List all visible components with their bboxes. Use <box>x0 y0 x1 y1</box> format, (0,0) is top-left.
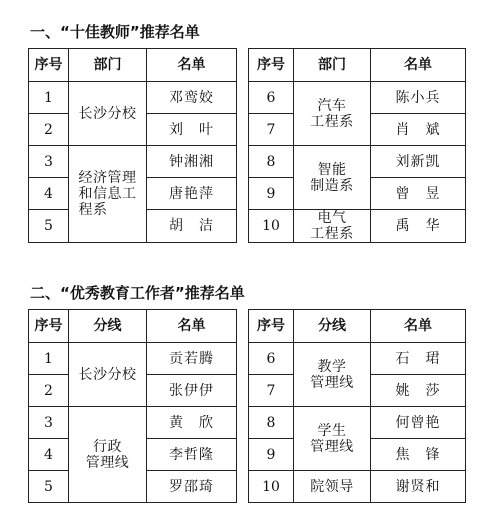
person-name: 陈小兵 <box>395 89 441 106</box>
name-cell <box>147 82 237 114</box>
person-name: 张伊伊 <box>169 382 214 399</box>
name-cell <box>371 439 466 471</box>
name-cell <box>147 471 237 503</box>
person-name: 唐艳萍 <box>169 185 214 202</box>
header-seq: 序号 <box>249 310 294 343</box>
seq-cell: 1 <box>29 82 69 114</box>
seq-cell: 4 <box>29 178 69 210</box>
person-name: 谢贤和 <box>395 478 441 495</box>
seq-cell: 2 <box>29 375 69 407</box>
seq-cell: 9 <box>249 178 294 210</box>
header-name: 名单 <box>371 49 466 82</box>
seq-cell: 2 <box>29 114 69 146</box>
seq-cell: 8 <box>249 407 294 439</box>
dept-label: 经济管理 和信息工 程系 <box>78 170 137 218</box>
name-cell <box>147 439 237 471</box>
seq-cell: 10 <box>249 471 294 503</box>
name-cell <box>147 114 237 146</box>
person-name: 黄 欣 <box>169 414 214 431</box>
person-name: 禹 华 <box>395 218 441 234</box>
person-name: 姚 莎 <box>395 382 441 399</box>
person-name: 肖 斌 <box>395 121 441 138</box>
seq-cell: 6 <box>249 343 294 375</box>
header-dept: 部门 <box>294 49 371 82</box>
person-name: 刘新凯 <box>395 153 441 170</box>
name-cell <box>371 178 466 210</box>
section-title-top-teachers: 一、“十佳教师”推荐名单 <box>30 23 200 41</box>
name-cell <box>371 210 466 243</box>
header-dept: 分线 <box>294 310 371 343</box>
name-cell <box>371 407 466 439</box>
dept-cell <box>69 407 147 503</box>
header-name: 名单 <box>371 310 466 343</box>
name-cell <box>371 375 466 407</box>
person-name: 罗邵琦 <box>169 478 214 495</box>
seq-cell: 3 <box>29 407 69 439</box>
excellent-educators-table <box>28 309 466 503</box>
name-cell <box>371 82 466 114</box>
seq-cell: 5 <box>29 210 69 243</box>
header-seq: 序号 <box>29 310 69 343</box>
seq-cell: 7 <box>249 375 294 407</box>
dept-cell <box>69 146 147 243</box>
person-name: 刘 叶 <box>169 121 214 138</box>
dept-label: 长沙分校 <box>78 366 137 383</box>
name-cell <box>371 146 466 178</box>
dept-cell <box>294 146 371 210</box>
dept-label: 行政 管理线 <box>85 438 130 471</box>
seq-cell: 4 <box>29 439 69 471</box>
person-name: 李哲隆 <box>169 446 214 463</box>
person-name: 曾 昱 <box>395 185 441 202</box>
column-gap <box>237 310 249 503</box>
seq-cell: 7 <box>249 114 294 146</box>
name-cell <box>147 210 237 243</box>
dept-label: 汽车 工程系 <box>310 97 354 130</box>
seq-cell: 5 <box>29 471 69 503</box>
dept-label: 长沙分校 <box>78 105 137 122</box>
header-name: 名单 <box>147 49 237 82</box>
dept-cell <box>294 407 371 471</box>
top-teachers-table <box>28 48 466 243</box>
seq-cell: 8 <box>249 146 294 178</box>
name-cell <box>147 343 237 375</box>
dept-label: 学生 管理线 <box>310 422 354 455</box>
dept-label: 教学 管理线 <box>310 358 354 391</box>
seq-cell: 9 <box>249 439 294 471</box>
person-name: 贡若腾 <box>169 350 214 367</box>
dept-cell <box>294 82 371 146</box>
person-name: 石 珺 <box>395 350 441 367</box>
dept-cell <box>294 343 371 407</box>
person-name: 胡 洁 <box>169 218 214 234</box>
header-seq: 序号 <box>249 49 294 82</box>
header-dept: 分线 <box>69 310 147 343</box>
person-name: 钟湘湘 <box>169 153 214 170</box>
seq-cell: 6 <box>249 82 294 114</box>
person-name: 何曾艳 <box>395 414 441 431</box>
header-seq: 序号 <box>29 49 69 82</box>
dept-label: 电气 工程系 <box>310 210 354 242</box>
name-cell <box>371 114 466 146</box>
seq-cell: 1 <box>29 343 69 375</box>
dept-label: 院领导 <box>310 478 354 495</box>
name-cell <box>371 343 466 375</box>
name-cell <box>147 375 237 407</box>
header-dept: 部门 <box>69 49 147 82</box>
name-cell <box>147 407 237 439</box>
name-cell <box>147 178 237 210</box>
seq-cell: 10 <box>249 210 294 243</box>
person-name: 邓鸾姣 <box>169 89 214 106</box>
dept-cell <box>294 210 371 243</box>
seq-cell: 3 <box>29 146 69 178</box>
section-title-excellent-educators: 二、“优秀教育工作者”推荐名单 <box>30 284 245 302</box>
table-header-row <box>29 49 466 82</box>
column-gap <box>237 49 249 243</box>
name-cell <box>371 471 466 503</box>
dept-cell <box>294 471 371 503</box>
table-header-row <box>29 310 466 343</box>
dept-cell <box>69 343 147 407</box>
name-cell <box>147 146 237 178</box>
header-name: 名单 <box>147 310 237 343</box>
dept-label: 智能 制造系 <box>310 161 354 194</box>
dept-cell <box>69 82 147 146</box>
person-name: 焦 锋 <box>395 446 441 463</box>
